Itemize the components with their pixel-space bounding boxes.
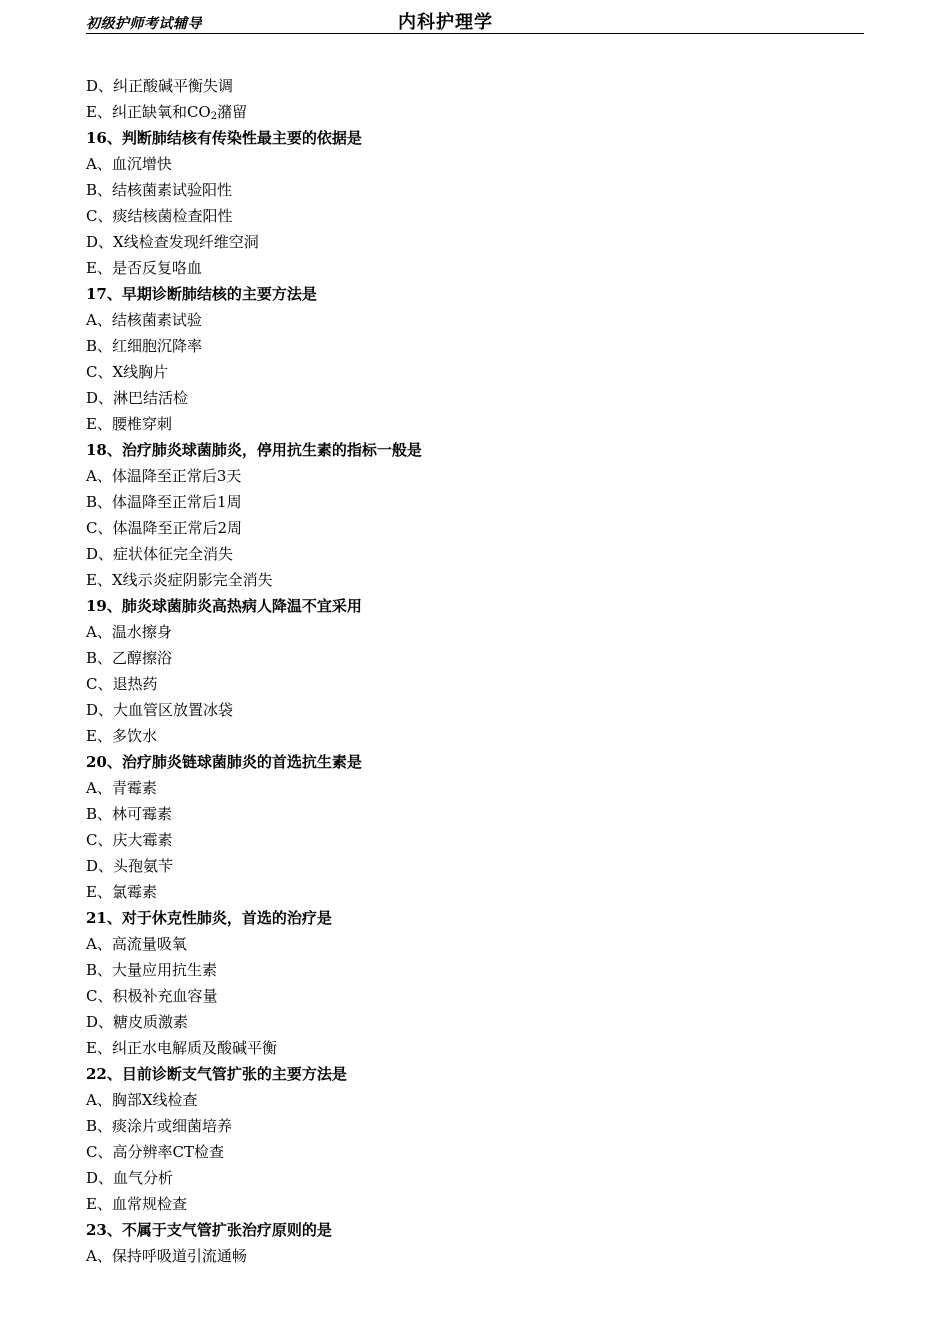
line-text: A、血沉增快 — [86, 155, 172, 173]
question-text — [86, 593, 864, 619]
line-text: E、血常规检查 — [86, 1195, 187, 1213]
line-text: A、温水擦身 — [86, 623, 172, 641]
header-subject-title: 内科护理学 — [398, 12, 493, 33]
answer-option — [86, 411, 864, 437]
line-text: C、积极补充血容量 — [86, 987, 218, 1005]
line-text: B、林可霉素 — [86, 805, 173, 823]
answer-option — [86, 307, 864, 333]
line-text: B、结核菌素试验阳性 — [86, 181, 233, 199]
line-text: E、是否反复咯血 — [86, 259, 202, 277]
line-text: B、体温降至正常后1周 — [86, 493, 242, 511]
line-text: A、体温降至正常后3天 — [86, 467, 242, 485]
line-text: A、胸部X线检查 — [86, 1091, 198, 1109]
question-text — [86, 1061, 864, 1087]
question-text — [86, 749, 864, 775]
answer-option — [86, 1113, 864, 1139]
line-text: D、纠正酸碱平衡失调 — [86, 77, 234, 95]
line-text: D、头孢氨苄 — [86, 857, 174, 875]
line-text-continued: 潴留 — [217, 103, 248, 121]
answer-option — [86, 983, 864, 1009]
answer-option — [86, 801, 864, 827]
line-text: C、高分辨率CT检查 — [86, 1143, 224, 1161]
answer-option — [86, 177, 864, 203]
line-text: 20、治疗肺炎链球菌肺炎的首选抗生素是 — [86, 753, 362, 771]
subscript: 2 — [210, 111, 218, 122]
line-text: C、退热药 — [86, 675, 158, 693]
answer-option — [86, 671, 864, 697]
question-text — [86, 281, 864, 307]
answer-option — [86, 879, 864, 905]
line-text: E、X线示炎症阴影完全消失 — [86, 571, 273, 589]
answer-option — [86, 463, 864, 489]
answer-option — [86, 619, 864, 645]
line-text: E、纠正水电解质及酸碱平衡 — [86, 1039, 277, 1057]
answer-option — [86, 1009, 864, 1035]
answer-option — [86, 1087, 864, 1113]
page-header — [86, 8, 864, 34]
answer-option — [86, 203, 864, 229]
line-text: C、体温降至正常后2周 — [86, 519, 243, 537]
answer-option — [86, 515, 864, 541]
answer-option — [86, 541, 864, 567]
line-text: C、庆大霉素 — [86, 831, 173, 849]
answer-option — [86, 931, 864, 957]
answer-option — [86, 853, 864, 879]
line-text: D、大血管区放置冰袋 — [86, 701, 234, 719]
line-text: B、乙醇擦浴 — [86, 649, 173, 667]
line-text: 23、不属于支气管扩张治疗原则的是 — [86, 1221, 332, 1239]
question-text — [86, 437, 864, 463]
line-text: C、痰结核菌检查阳性 — [86, 207, 233, 225]
answer-option — [86, 385, 864, 411]
answer-option — [86, 99, 864, 125]
answer-option — [86, 229, 864, 255]
answer-option — [86, 1243, 864, 1269]
answer-option — [86, 723, 864, 749]
question-text — [86, 905, 864, 931]
question-text — [86, 125, 864, 151]
line-text: D、淋巴结活检 — [86, 389, 189, 407]
question-text — [86, 1217, 864, 1243]
answer-option — [86, 645, 864, 671]
answer-option — [86, 255, 864, 281]
line-text: D、血气分析 — [86, 1169, 174, 1187]
line-text: 19、肺炎球菌肺炎高热病人降温不宜采用 — [86, 597, 362, 615]
line-text: 17、早期诊断肺结核的主要方法是 — [86, 285, 317, 303]
line-text: 18、治疗肺炎球菌肺炎，停用抗生素的指标一般是 — [86, 441, 422, 459]
line-text: B、红细胞沉降率 — [86, 337, 203, 355]
answer-option — [86, 957, 864, 983]
line-text: D、症状体征完全消失 — [86, 545, 234, 563]
answer-option — [86, 827, 864, 853]
line-text: 22、目前诊断支气管扩张的主要方法是 — [86, 1065, 347, 1083]
line-text: 16、判断肺结核有传染性最主要的依据是 — [86, 129, 362, 147]
answer-option — [86, 359, 864, 385]
answer-option — [86, 1165, 864, 1191]
line-text: A、结核菌素试验 — [86, 311, 202, 329]
answer-option — [86, 73, 864, 99]
line-text: A、保持呼吸道引流通畅 — [86, 1247, 247, 1265]
line-text: 21、对于休克性肺炎，首选的治疗是 — [86, 909, 332, 927]
answer-option — [86, 697, 864, 723]
line-text: B、大量应用抗生素 — [86, 961, 218, 979]
answer-option — [86, 775, 864, 801]
answer-option — [86, 1191, 864, 1217]
line-text: D、X线检查发现纤维空洞 — [86, 233, 259, 251]
line-text: E、腰椎穿刺 — [86, 415, 172, 433]
line-text: B、痰涂片或细菌培养 — [86, 1117, 233, 1135]
answer-option — [86, 567, 864, 593]
answer-option — [86, 151, 864, 177]
line-text: A、青霉素 — [86, 779, 157, 797]
line-text: E、纠正缺氧和CO — [86, 103, 211, 121]
header-book-title: 初级护师考试辅导 — [86, 16, 202, 32]
answer-option — [86, 333, 864, 359]
answer-option — [86, 1139, 864, 1165]
answer-option — [86, 489, 864, 515]
line-text: E、氯霉素 — [86, 883, 157, 901]
line-text: D、糖皮质激素 — [86, 1013, 189, 1031]
line-text: A、高流量吸氧 — [86, 935, 187, 953]
line-text: E、多饮水 — [86, 727, 157, 745]
answer-option — [86, 1035, 864, 1061]
document-body — [86, 73, 864, 1269]
line-text: C、X线胸片 — [86, 363, 169, 381]
